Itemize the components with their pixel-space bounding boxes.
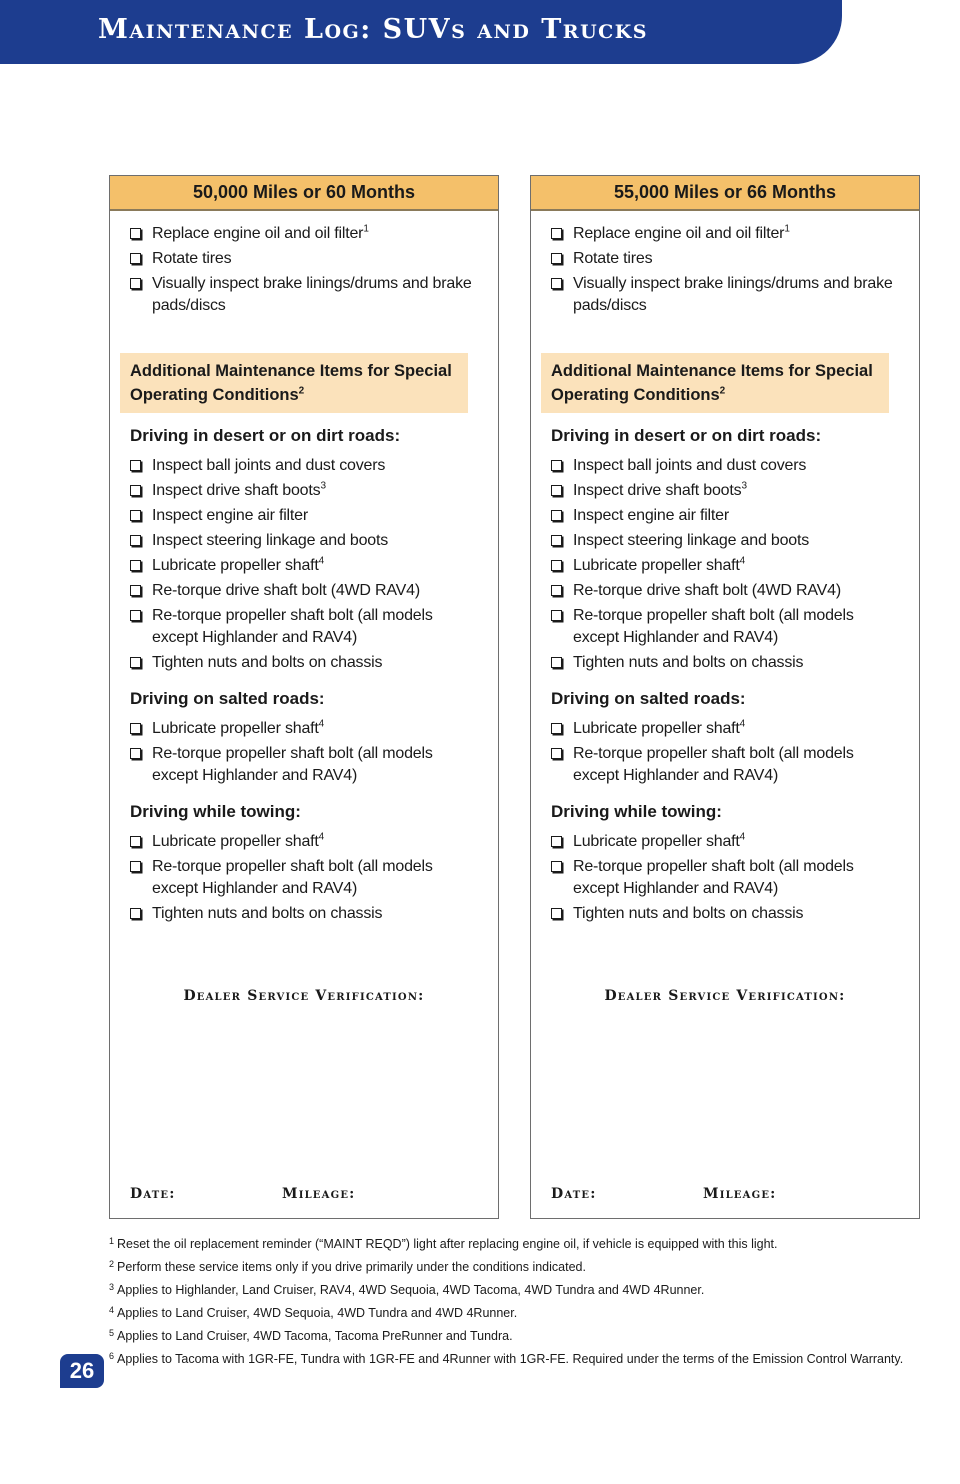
item-text: Lubricate propeller shaft xyxy=(152,557,319,574)
checklist-item xyxy=(130,273,498,317)
footnote-number: 3 xyxy=(109,1282,115,1292)
maintenance-panel-55000 xyxy=(530,175,920,1219)
footnote-ref: 2 xyxy=(719,385,726,397)
footnote-number: 5 xyxy=(109,1328,115,1338)
checkbox-icon[interactable] xyxy=(130,657,141,668)
footnotes xyxy=(109,1236,919,1374)
item-text: Re-torque propeller shaft bolt (all models except Highlander and RAV4) xyxy=(573,607,854,646)
checkbox-icon[interactable] xyxy=(130,485,141,496)
section-heading: Driving in desert or on dirt roads: xyxy=(551,426,822,445)
checkbox-icon[interactable] xyxy=(551,723,562,734)
checkbox-icon[interactable] xyxy=(130,748,141,759)
item-text: Inspect drive shaft boots xyxy=(573,482,742,499)
checklist-item xyxy=(130,455,498,477)
special-conditions-title: Additional Maintenance Items for Special Operating Conditions xyxy=(551,362,873,404)
section-checklist xyxy=(531,718,919,787)
footnote-number: 1 xyxy=(109,1236,115,1246)
item-text: Inspect steering linkage and boots xyxy=(573,532,810,549)
footnote-ref: 4 xyxy=(739,555,746,567)
footnote-ref: 4 xyxy=(739,831,746,843)
panel-title: 50,000 Miles or 60 Months xyxy=(110,176,498,211)
footnote-text: Applies to Land Cruiser, 4WD Tacoma, Tacoma PreRunner and Tundra. xyxy=(117,1329,513,1343)
item-text: Inspect engine air filter xyxy=(152,507,308,524)
checkbox-icon[interactable] xyxy=(130,510,141,521)
checkbox-icon[interactable] xyxy=(130,253,141,264)
special-conditions-box xyxy=(541,353,889,413)
checkbox-icon[interactable] xyxy=(130,861,141,872)
checklist-item xyxy=(130,223,498,245)
footnote xyxy=(109,1351,919,1367)
checklist-item xyxy=(130,831,498,853)
footnote-ref: 1 xyxy=(363,223,369,235)
checkbox-icon[interactable] xyxy=(551,535,562,546)
item-text: Inspect drive shaft boots xyxy=(152,482,321,499)
footnote-number: 4 xyxy=(109,1305,115,1315)
checklist-item xyxy=(551,248,919,270)
footnote-text: Applies to Highlander, Land Cruiser, RAV4, 4WD Sequoia, 4WD Tacoma, 4WD Tundra and 4WD 4Runner. xyxy=(117,1283,705,1297)
section-checklist xyxy=(110,455,498,674)
footnote-number: 2 xyxy=(109,1259,115,1269)
item-text: Inspect steering linkage and boots xyxy=(152,532,389,549)
page-number: 26 xyxy=(60,1354,104,1388)
checklist-item xyxy=(130,480,498,502)
checklist-item xyxy=(130,530,498,552)
footnote-number: 6 xyxy=(109,1351,115,1361)
checkbox-icon[interactable] xyxy=(130,460,141,471)
panel-title: 55,000 Miles or 66 Months xyxy=(531,176,919,211)
section-heading: Driving on salted roads: xyxy=(551,689,746,708)
special-conditions-box xyxy=(120,353,468,413)
checklist-item xyxy=(130,743,498,787)
main-checklist xyxy=(110,223,498,317)
section-checklist xyxy=(110,831,498,925)
section-checklist xyxy=(531,455,919,674)
checkbox-icon[interactable] xyxy=(130,836,141,847)
checkbox-icon[interactable] xyxy=(130,723,141,734)
item-text: Lubricate propeller shaft xyxy=(152,720,319,737)
checkbox-icon[interactable] xyxy=(130,908,141,919)
header-bar xyxy=(0,0,842,64)
checklist-item xyxy=(551,455,919,477)
checkbox-icon[interactable] xyxy=(551,657,562,668)
checkbox-icon[interactable] xyxy=(551,278,562,289)
footnote-text: Applies to Tacoma with 1GR-FE, Tundra with 1GR-FE and 4Runner with 1GR-FE. Required under the terms of the Emission Control Warranty. xyxy=(117,1352,904,1366)
item-text: Tighten nuts and bolts on chassis xyxy=(152,905,383,922)
checklist-item xyxy=(551,580,919,602)
main-checklist xyxy=(531,223,919,317)
checklist-item xyxy=(130,505,498,527)
footnote-text: Perform these service items only if you drive primarily under the conditions indicated. xyxy=(117,1260,586,1274)
item-text: Lubricate propeller shaft xyxy=(573,833,740,850)
item-text: Rotate tires xyxy=(573,250,653,267)
section-heading: Driving while towing: xyxy=(551,802,722,821)
checkbox-icon[interactable] xyxy=(551,610,562,621)
footnote xyxy=(109,1259,919,1275)
checkbox-icon[interactable] xyxy=(551,228,562,239)
special-conditions-title: Additional Maintenance Items for Special Operating Conditions xyxy=(130,362,452,404)
item-text: Re-torque propeller shaft bolt (all models except Highlander and RAV4) xyxy=(152,745,433,784)
checklist-item xyxy=(551,856,919,900)
checkbox-icon[interactable] xyxy=(551,908,562,919)
footnote xyxy=(109,1282,919,1298)
checkbox-icon[interactable] xyxy=(130,585,141,596)
checklist-item xyxy=(551,273,919,317)
footnote-ref: 3 xyxy=(320,480,326,492)
footnote-ref: 4 xyxy=(318,555,325,567)
checkbox-icon[interactable] xyxy=(130,610,141,621)
item-text: Replace engine oil and oil filter xyxy=(152,225,364,242)
item-text: Rotate tires xyxy=(152,250,232,267)
item-text: Lubricate propeller shaft xyxy=(152,833,319,850)
footnote-text: Applies to Land Cruiser, 4WD Sequoia, 4WD Tundra and 4WD 4Runner. xyxy=(117,1306,518,1320)
item-text: Re-torque drive shaft bolt (4WD RAV4) xyxy=(152,582,420,599)
item-text: Re-torque propeller shaft bolt (all models except Highlander and RAV4) xyxy=(573,745,854,784)
checklist-item xyxy=(130,605,498,649)
checklist-item xyxy=(130,718,498,740)
section-heading: Driving in desert or on dirt roads: xyxy=(130,426,401,445)
section-checklist xyxy=(531,831,919,925)
item-text: Re-torque propeller shaft bolt (all models except Highlander and RAV4) xyxy=(152,607,433,646)
checkbox-icon[interactable] xyxy=(130,560,141,571)
checklist-item xyxy=(551,555,919,577)
item-text: Re-torque propeller shaft bolt (all models except Highlander and RAV4) xyxy=(573,858,854,897)
item-text: Inspect ball joints and dust covers xyxy=(573,457,807,474)
checkbox-icon[interactable] xyxy=(551,585,562,596)
checkbox-icon[interactable] xyxy=(551,485,562,496)
mileage-label: Mileage: xyxy=(703,1186,777,1202)
checklist-item xyxy=(551,605,919,649)
section-checklist xyxy=(110,718,498,787)
item-text: Visually inspect brake linings/drums and brake pads/discs xyxy=(152,275,472,314)
footnote-ref: 4 xyxy=(318,831,325,843)
item-text: Visually inspect brake linings/drums and brake pads/discs xyxy=(573,275,893,314)
checklist-item xyxy=(130,856,498,900)
checkbox-icon[interactable] xyxy=(551,253,562,264)
checklist-item xyxy=(130,652,498,674)
checklist-item xyxy=(551,718,919,740)
checkbox-icon[interactable] xyxy=(130,228,141,239)
maintenance-panel-50000 xyxy=(109,175,499,1219)
date-label: Date: xyxy=(551,1186,597,1202)
checklist-item xyxy=(551,743,919,787)
checklist-item xyxy=(130,580,498,602)
checkbox-icon[interactable] xyxy=(551,836,562,847)
checklist-item xyxy=(551,505,919,527)
footnote-ref: 2 xyxy=(298,385,305,397)
footnote-ref: 4 xyxy=(318,718,325,730)
footnote-ref: 3 xyxy=(741,480,747,492)
item-text: Lubricate propeller shaft xyxy=(573,557,740,574)
mileage-label: Mileage: xyxy=(282,1186,356,1202)
item-text: Tighten nuts and bolts on chassis xyxy=(152,654,383,671)
dealer-verification-label: Dealer Service Verification: xyxy=(604,988,846,1004)
checklist-item xyxy=(551,223,919,245)
checklist-item xyxy=(551,480,919,502)
checklist-item xyxy=(130,555,498,577)
footnote xyxy=(109,1305,919,1321)
checklist-item xyxy=(130,903,498,925)
footnote-text: Reset the oil replacement reminder (“MAINT REQD”) light after replacing engine oil, if vehicle is equipped with this light. xyxy=(117,1237,778,1251)
item-text: Lubricate propeller shaft xyxy=(573,720,740,737)
date-label: Date: xyxy=(130,1186,176,1202)
item-text: Inspect engine air filter xyxy=(573,507,729,524)
checkbox-icon[interactable] xyxy=(130,535,141,546)
page-title: Maintenance Log: SUVs and Trucks xyxy=(98,14,649,45)
checkbox-icon[interactable] xyxy=(551,560,562,571)
checkbox-icon[interactable] xyxy=(130,278,141,289)
item-text: Tighten nuts and bolts on chassis xyxy=(573,905,804,922)
checklist-item xyxy=(551,652,919,674)
checklist-item xyxy=(551,530,919,552)
item-text: Replace engine oil and oil filter xyxy=(573,225,785,242)
item-text: Re-torque drive shaft bolt (4WD RAV4) xyxy=(573,582,841,599)
section-heading: Driving while towing: xyxy=(130,802,301,821)
checklist-item xyxy=(551,903,919,925)
checklist-item xyxy=(551,831,919,853)
footnote-ref: 4 xyxy=(739,718,746,730)
checkbox-icon[interactable] xyxy=(551,861,562,872)
section-heading: Driving on salted roads: xyxy=(130,689,325,708)
dealer-verification-label: Dealer Service Verification: xyxy=(183,988,425,1004)
item-text: Inspect ball joints and dust covers xyxy=(152,457,386,474)
checkbox-icon[interactable] xyxy=(551,748,562,759)
item-text: Tighten nuts and bolts on chassis xyxy=(573,654,804,671)
checkbox-icon[interactable] xyxy=(551,460,562,471)
item-text: Re-torque propeller shaft bolt (all models except Highlander and RAV4) xyxy=(152,858,433,897)
footnote xyxy=(109,1328,919,1344)
footnote xyxy=(109,1236,919,1252)
checkbox-icon[interactable] xyxy=(551,510,562,521)
checklist-item xyxy=(130,248,498,270)
footnote-ref: 1 xyxy=(784,223,790,235)
